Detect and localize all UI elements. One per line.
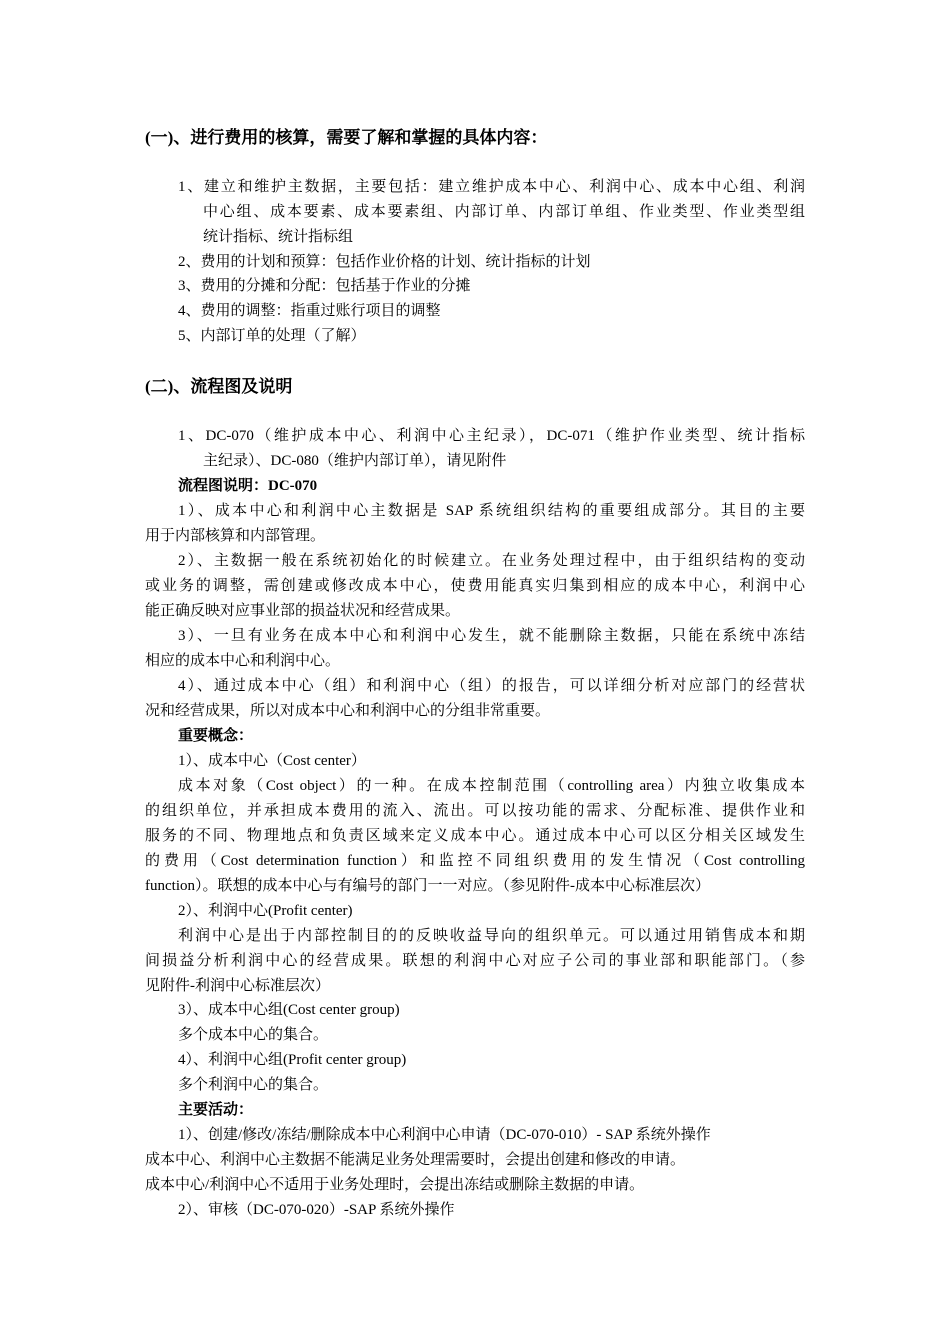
- paragraph-line: 3）、一旦有业务在成本中心和利润中心发生，就不能删除主数据，只能在系统中冻结: [178, 628, 805, 644]
- paragraph-line: 间损益分析利润中心的经营成果。联想的利润中心对应子公司的事业部和职能部门。（参: [145, 953, 805, 969]
- concepts-title: 重要概念：: [178, 728, 254, 744]
- paragraph-line: 见附件-利润中心标准层次）: [145, 978, 330, 994]
- concept-title: 2）、利润中心(Profit center): [178, 903, 353, 919]
- list-item: 1、建立和维护主数据，主要包括：建立维护成本中心、利润中心、成本中心组、利润: [178, 179, 805, 195]
- list-item: 1、DC-070（维护成本中心、利润中心主纪录），DC-071（维护作业类型、统计指标: [178, 428, 805, 444]
- activities-title: 主要活动：: [178, 1102, 254, 1118]
- paragraph-line: 相应的成本中心和利润中心。: [145, 653, 341, 669]
- paragraph-line: 2）、主数据一般在系统初始化的时候建立。在业务处理过程中，由于组织结构的变动: [178, 553, 805, 569]
- paragraph-line: 况和经营成果，所以对成本中心和利润中心的分组非常重要。: [145, 703, 551, 719]
- paragraph-line: 多个成本中心的集合。: [178, 1027, 329, 1043]
- activity-title: 1）、创建/修改/冻结/删除成本中心利润中心申请（DC-070-010）- SAP 系统外操作: [178, 1127, 711, 1143]
- flow-title: 流程图说明：DC-070: [178, 478, 318, 494]
- section1-heading: (一)、进行费用的核算，需要了解和掌握的具体内容：: [145, 128, 548, 147]
- concept-title: 4）、利润中心组(Profit center group): [178, 1052, 407, 1068]
- concept-title: 3）、成本中心组(Cost center group): [178, 1002, 400, 1018]
- list-item: 4、费用的调整：指重过账行项目的调整: [178, 303, 441, 319]
- list-item: 5、内部订单的处理（了解）: [178, 328, 366, 344]
- list-item: 2、费用的计划和预算：包括作业价格的计划、统计指标的计划: [178, 254, 591, 270]
- section2-heading: (二)、流程图及说明: [145, 377, 293, 396]
- paragraph-line: 或业务的调整，需创建或修改成本中心，使费用能真实归集到相应的成本中心，利润中心: [145, 578, 805, 594]
- list-item: 中心组、成本要素、成本要素组、内部订单、内部订单组、作业类型、作业类型组: [203, 204, 805, 220]
- list-item: 统计指标、统计指标组: [203, 229, 354, 245]
- list-item: 3、费用的分摊和分配：包括基于作业的分摊: [178, 278, 471, 294]
- paragraph-line: 能正确反映对应事业部的损益状况和经营成果。: [145, 603, 461, 619]
- paragraph-line: 成本对象（Cost object）的一种。在成本控制范围（controlling area）内独立收集成本: [178, 778, 805, 794]
- paragraph-line: 4）、通过成本中心（组）和利润中心（组）的报告，可以详细分析对应部门的经营状: [178, 678, 805, 694]
- concept-title: 1）、成本中心（Cost center）: [178, 753, 366, 769]
- activity-title: 2）、审核（DC-070-020）-SAP 系统外操作: [178, 1202, 455, 1218]
- paragraph-line: 的费用（Cost determination function）和监控不同组织费用的发生情况（Cost controlling: [145, 853, 805, 869]
- list-item: 主纪录）、DC-080（维护内部订单），请见附件: [203, 453, 507, 469]
- paragraph-line: function）。联想的成本中心与有编号的部门一一对应。（参见附件-成本中心标准层次）: [145, 878, 710, 894]
- paragraph-line: 多个利润中心的集合。: [178, 1077, 329, 1093]
- paragraph-line: 的组织单位，并承担成本费用的流入、流出。可以按功能的需求、分配标准、提供作业和: [145, 803, 805, 819]
- paragraph-line: 成本中心、利润中心主数据不能满足业务处理需要时，会提出创建和修改的申请。: [145, 1152, 686, 1168]
- paragraph-line: 服务的不同、物理地点和负责区域来定义成本中心。通过成本中心可以区分相关区域发生: [145, 828, 805, 844]
- paragraph-line: 用于内部核算和内部管理。: [145, 528, 326, 544]
- paragraph-line: 利润中心是出于内部控制目的的反映收益导向的组织单元。可以通过用销售成本和期: [178, 928, 805, 944]
- paragraph-line: 1）、成本中心和利润中心主数据是 SAP 系统组织结构的重要组成部分。其目的主要: [178, 503, 805, 519]
- paragraph-line: 成本中心/利润中心不适用于业务处理时，会提出冻结或删除主数据的申请。: [145, 1177, 645, 1193]
